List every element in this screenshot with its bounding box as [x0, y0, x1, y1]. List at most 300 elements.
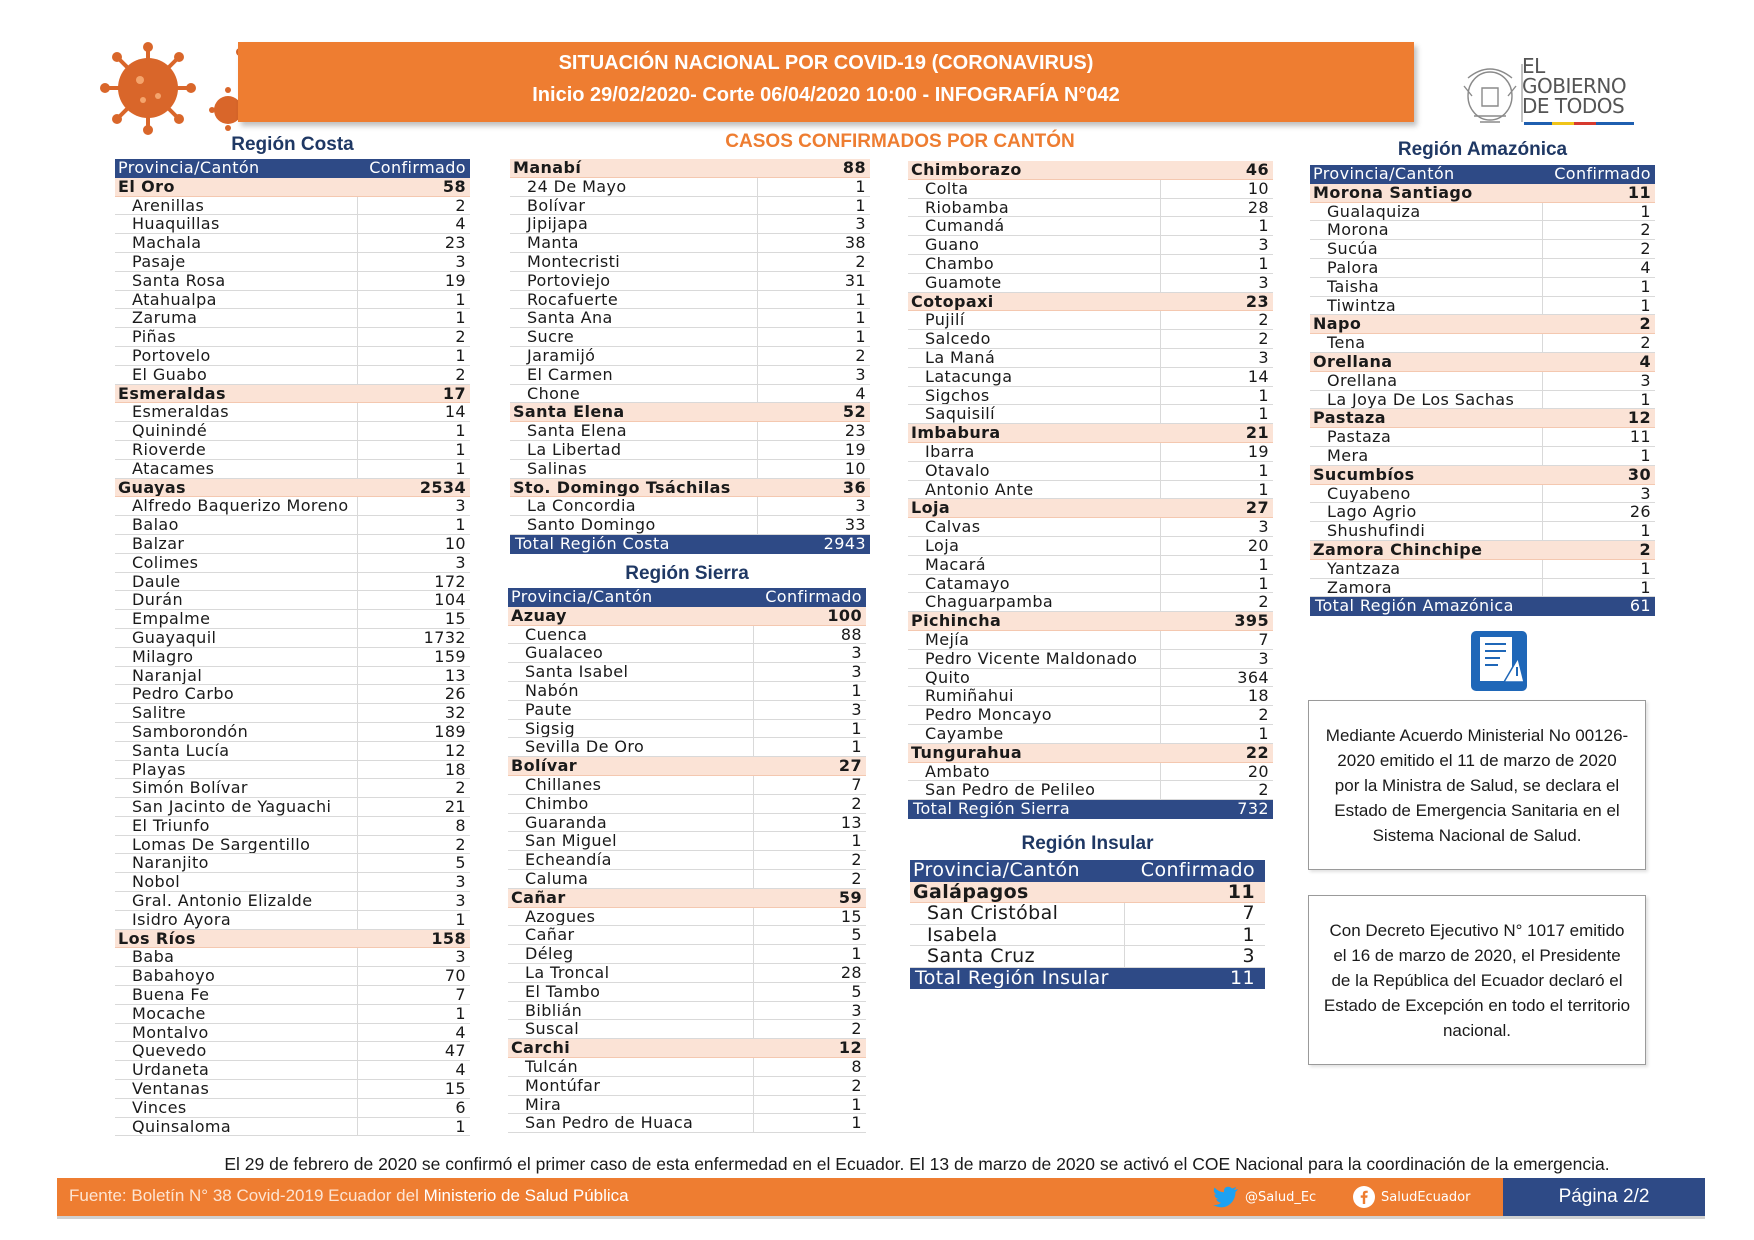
canton-row-name: Guano — [908, 236, 1161, 254]
canton-row-name: La Maná — [908, 349, 1161, 367]
canton-row — [115, 554, 470, 573]
canton-row — [508, 814, 866, 833]
region-total-row-value: 2943 — [823, 533, 866, 553]
canton-row-value: 2 — [851, 793, 862, 813]
province-row-value: 100 — [827, 605, 862, 625]
canton-row-name: El Triunfo — [115, 817, 358, 835]
canton-row-name: Morona — [1310, 221, 1543, 239]
canton-row — [508, 870, 866, 889]
canton-row-name: Nobol — [115, 873, 358, 891]
canton-row-value: 1 — [851, 831, 862, 851]
canton-row — [115, 854, 470, 873]
region-costa-title: Región Costa — [231, 134, 354, 155]
canton-row-name: Samborondón — [115, 723, 358, 741]
canton-row-name: Naranjito — [115, 854, 358, 872]
canton-row — [115, 215, 470, 234]
canton-row — [115, 516, 470, 535]
canton-row-value: 3 — [855, 364, 866, 384]
canton-row-value: 8 — [851, 1056, 862, 1076]
canton-row-value: 7 — [1242, 902, 1255, 924]
canton-row — [115, 309, 470, 328]
province-row-name: Manabí — [513, 159, 582, 177]
province-row-name: Cañar — [511, 888, 566, 907]
canton-row-name: Salitre — [115, 704, 358, 722]
canton-row-name: Shushufindi — [1310, 522, 1543, 540]
province-row — [508, 889, 866, 908]
province-row-name: Zamora Chinchipe — [1313, 540, 1483, 559]
canton-row-name: Sucre — [510, 328, 758, 346]
province-row — [508, 607, 866, 626]
province-row-name: Napo — [1313, 315, 1362, 334]
sierra-table — [508, 588, 866, 1133]
canton-row-name: Buena Fe — [115, 986, 358, 1004]
canton-row-value: 1 — [855, 289, 866, 309]
sierra-table-continued — [908, 161, 1273, 819]
canton-row-name: Guayaquil — [115, 629, 358, 647]
canton-row-name: San Miguel — [508, 832, 754, 850]
canton-row-name: Santa Ana — [510, 309, 758, 327]
canton-row — [115, 986, 470, 1005]
canton-row-name: Riobamba — [908, 199, 1161, 217]
canton-row-value: 3 — [455, 251, 466, 271]
canton-row — [508, 776, 866, 795]
canton-row — [115, 347, 470, 366]
table-header-value: Confirmado — [1140, 859, 1255, 881]
canton-row-name: Vinces — [115, 1099, 358, 1117]
canton-row-value: 88 — [840, 624, 862, 644]
canton-row-value: 1 — [455, 1116, 466, 1136]
canton-row-name: Durán — [115, 591, 358, 609]
canton-row — [508, 738, 866, 757]
canton-row-value: 1 — [1258, 253, 1269, 273]
canton-row-value: 3 — [851, 699, 862, 719]
canton-row-value: 2 — [851, 868, 862, 888]
canton-row-name: Montúfar — [508, 1077, 754, 1095]
canton-row-name: Santa Elena — [510, 422, 758, 440]
ministerial-agreement-note — [1308, 700, 1646, 870]
canton-row-value: 10 — [844, 458, 866, 478]
twitter-link[interactable] — [1213, 1186, 1316, 1208]
canton-row — [510, 197, 870, 216]
canton-row-name: Bolívar — [510, 197, 758, 215]
canton-row-name: Manta — [510, 234, 758, 252]
canton-row-name: Ibarra — [908, 443, 1161, 461]
province-row-name: Esmeraldas — [118, 384, 226, 403]
province-row — [1310, 466, 1655, 485]
province-row-value: 23 — [1245, 291, 1269, 311]
canton-row — [508, 1077, 866, 1096]
canton-row-value: 1 — [455, 909, 466, 929]
canton-row — [115, 873, 470, 892]
province-row — [908, 612, 1273, 631]
province-row — [1310, 315, 1655, 334]
page-number: Página 2/2 — [1503, 1178, 1705, 1216]
canton-row — [908, 311, 1273, 330]
canton-row-name: Gral. Antonio Elizalde — [115, 892, 358, 910]
province-row-value: 58 — [442, 176, 466, 196]
province-row-name: Carchi — [511, 1039, 571, 1057]
canton-row-name: Rocafuerte — [510, 291, 758, 309]
province-row — [910, 882, 1265, 904]
canton-row-value: 4 — [455, 1060, 466, 1080]
canton-row-value: 20 — [1247, 535, 1269, 555]
canton-row-value: 19 — [844, 439, 866, 459]
province-row — [908, 161, 1273, 180]
canton-row-value: 3 — [855, 496, 866, 516]
canton-row — [115, 948, 470, 967]
canton-row — [115, 610, 470, 629]
facebook-handle: SaludEcuador — [1381, 1189, 1471, 1205]
province-row — [510, 403, 870, 422]
province-row-value: 2534 — [419, 477, 466, 497]
canton-row-value: 1 — [851, 737, 862, 757]
canton-row-value: 3 — [1258, 517, 1269, 537]
canton-row-name: Guamote — [908, 274, 1161, 292]
canton-row-name: Mera — [1310, 447, 1543, 465]
canton-row-name: Quinsaloma — [115, 1118, 358, 1136]
canton-row-name: Chambo — [908, 255, 1161, 273]
canton-row-name: El Tambo — [508, 983, 754, 1001]
canton-row-name: Daule — [115, 573, 358, 591]
province-row — [115, 930, 470, 949]
canton-row — [908, 650, 1273, 669]
canton-row-name: Otavalo — [908, 462, 1161, 480]
canton-row-name: Piñas — [115, 328, 358, 346]
canton-row — [508, 908, 866, 927]
province-row-value: 46 — [1245, 160, 1269, 179]
canton-row-name: Montecristi — [510, 253, 758, 271]
province-row-name: Pastaza — [1313, 409, 1386, 428]
canton-row-name: Santa Lucía — [115, 742, 358, 760]
canton-row-value: 23 — [444, 233, 466, 253]
canton-row-name: Loja — [908, 537, 1161, 555]
canton-row-value: 1 — [855, 327, 866, 347]
canton-row — [508, 983, 866, 1002]
canton-row — [115, 1005, 470, 1024]
canton-row-value: 2 — [1640, 220, 1651, 240]
canton-row-value: 5 — [851, 925, 862, 945]
canton-row — [508, 945, 866, 964]
canton-row-name: El Carmen — [510, 366, 758, 384]
canton-row-name: Ventanas — [115, 1080, 358, 1098]
twitter-icon — [1213, 1186, 1239, 1208]
canton-row-name: Cuyabeno — [1310, 485, 1543, 503]
table-header-value: Confirmado — [1554, 164, 1651, 183]
canton-row-name: Caluma — [508, 870, 754, 888]
canton-row-value: 14 — [444, 402, 466, 422]
canton-row-value: 2 — [455, 778, 466, 798]
executive-decree-note — [1308, 895, 1646, 1065]
province-row-value: 12 — [838, 1038, 862, 1058]
canton-row — [508, 964, 866, 983]
table-header-value: Confirmado — [369, 158, 466, 177]
canton-row-value: 20 — [1247, 761, 1269, 781]
canton-row-value: 1 — [1640, 276, 1651, 296]
canton-row-value: 7 — [455, 985, 466, 1005]
canton-row — [508, 682, 866, 701]
region-total-row — [1310, 597, 1655, 616]
canton-row — [510, 253, 870, 272]
canton-row-value: 1 — [1258, 404, 1269, 424]
province-row-name: Cotopaxi — [911, 292, 994, 311]
source-prefix: Fuente: Boletín N° 38 Covid-2019 Ecuador del — [69, 1186, 424, 1205]
canton-row-value: 3 — [455, 891, 466, 911]
canton-row — [510, 291, 870, 310]
canton-row-name: Santa Rosa — [115, 272, 358, 290]
canton-row-name: Gualaceo — [508, 644, 754, 662]
province-row — [1310, 541, 1655, 560]
province-row-name: Morona Santiago — [1313, 183, 1473, 202]
page-subtitle: Inicio 29/02/2020- Corte 06/04/2020 10:00 - INFOGRAFÍA N°042 — [532, 84, 1120, 106]
canton-row-value: 13 — [840, 812, 862, 832]
province-row — [115, 178, 470, 197]
canton-row-value: 70 — [444, 966, 466, 986]
canton-row-name: Tiwintza — [1310, 297, 1543, 315]
province-row — [1310, 184, 1655, 203]
canton-row — [908, 217, 1273, 236]
region-total-row-value: 732 — [1237, 799, 1269, 819]
canton-row-name: Baba — [115, 948, 358, 966]
canton-row — [1310, 240, 1655, 259]
canton-row-value: 4 — [455, 214, 466, 234]
table-header — [910, 860, 1265, 882]
canton-row — [908, 631, 1273, 650]
facebook-link[interactable] — [1353, 1186, 1470, 1208]
canton-row-name: Colimes — [115, 554, 358, 572]
canton-row — [1310, 485, 1655, 504]
canton-row-value: 3 — [851, 643, 862, 663]
canton-row — [908, 537, 1273, 556]
canton-row-name: 24 De Mayo — [510, 178, 758, 196]
canton-row-value: 1 — [851, 1094, 862, 1114]
costa-table-continued — [510, 159, 870, 554]
table-header-name: Provincia/Cantón — [118, 159, 260, 177]
canton-row-name: Taisha — [1310, 278, 1543, 296]
canton-row — [510, 460, 870, 479]
canton-row-name: Chone — [510, 385, 758, 403]
canton-row-value: 3 — [1258, 272, 1269, 292]
table-header-name: Provincia/Cantón — [1313, 165, 1455, 183]
canton-row — [908, 669, 1273, 688]
canton-row — [510, 422, 870, 441]
canton-row-value: 2 — [1258, 780, 1269, 800]
canton-row-value: 2 — [1258, 592, 1269, 612]
province-row-value: 4 — [1639, 351, 1651, 371]
canton-row-name: Catamayo — [908, 575, 1161, 593]
canton-row — [508, 832, 866, 851]
canton-row-name: San Cristóbal — [910, 903, 1125, 924]
canton-row — [908, 687, 1273, 706]
canton-row-name: La Concordia — [510, 497, 758, 515]
canton-row — [115, 366, 470, 385]
gobierno-logo-text — [1522, 56, 1626, 116]
canton-row-value: 11 — [1629, 427, 1651, 447]
canton-row-value: 3 — [455, 872, 466, 892]
canton-row-name: Latacunga — [908, 368, 1161, 386]
canton-row — [115, 1099, 470, 1118]
canton-row-value: 4 — [455, 1022, 466, 1042]
canton-row-name: Babahoyo — [115, 967, 358, 985]
canton-row-name: San Jacinto de Yaguachi — [115, 798, 358, 816]
canton-row-name: Lago Agrio — [1310, 503, 1543, 521]
province-row-value: 2 — [1639, 314, 1651, 334]
canton-row — [115, 892, 470, 911]
canton-row-name: Antonio Ante — [908, 481, 1161, 499]
canton-row — [908, 236, 1273, 255]
province-row-name: Galápagos — [913, 881, 1029, 902]
canton-row — [508, 720, 866, 739]
canton-row-name: Sigchos — [908, 387, 1161, 405]
executive-decree-text: Con Decreto Ejecutivo N° 1017 emitido el 16 de marzo de 2020, el Presidente de la República del Ecuador declaró el Estado de Excepción en todo el territorio nacional. — [1323, 920, 1631, 1040]
canton-row-name: Calvas — [908, 518, 1161, 536]
canton-row-name: Sucúa — [1310, 240, 1543, 258]
canton-row-value: 3 — [1242, 945, 1255, 967]
canton-row-value: 1732 — [423, 627, 466, 647]
canton-row — [1310, 522, 1655, 541]
canton-row-name: Chaguarpamba — [908, 593, 1161, 611]
canton-row-name: Urdaneta — [115, 1061, 358, 1079]
footer-shadow — [57, 1216, 1705, 1219]
canton-row-value: 2 — [1258, 705, 1269, 725]
canton-row-value: 1 — [455, 458, 466, 478]
canton-row-name: El Guabo — [115, 366, 358, 384]
canton-row — [508, 1020, 866, 1039]
canton-row-value: 15 — [444, 1079, 466, 1099]
canton-row-value: 1 — [855, 308, 866, 328]
canton-row — [115, 591, 470, 610]
canton-row-name: Salcedo — [908, 330, 1161, 348]
province-row — [510, 479, 870, 498]
canton-row — [115, 328, 470, 347]
source-organization: Ministerio de Salud Pública — [423, 1186, 629, 1205]
province-row — [908, 293, 1273, 312]
canton-row — [908, 518, 1273, 537]
canton-row — [115, 535, 470, 554]
canton-row-value: 2 — [1640, 333, 1651, 353]
canton-row — [510, 328, 870, 347]
canton-row — [908, 274, 1273, 293]
region-total-row — [910, 968, 1265, 990]
canton-row-value: 19 — [1247, 441, 1269, 461]
canton-row-value: 28 — [1247, 197, 1269, 217]
canton-row — [115, 460, 470, 479]
canton-row-name: Ambato — [908, 763, 1161, 781]
canton-row-value: 1 — [1640, 389, 1651, 409]
canton-row — [115, 704, 470, 723]
canton-row — [115, 441, 470, 460]
canton-row-value: 7 — [1258, 629, 1269, 649]
canton-row-name: Mocache — [115, 1005, 358, 1023]
canton-row — [908, 405, 1273, 424]
canton-row-name: Sigsig — [508, 720, 754, 738]
canton-row — [908, 556, 1273, 575]
canton-row-name: Quevedo — [115, 1042, 358, 1060]
canton-row-value: 1 — [1242, 923, 1255, 946]
canton-row-name: Milagro — [115, 648, 358, 666]
canton-row-name: Paute — [508, 701, 754, 719]
canton-row — [508, 626, 866, 645]
canton-row — [115, 967, 470, 986]
canton-row-value: 31 — [844, 270, 866, 290]
canton-row-name: La Joya De Los Sachas — [1310, 391, 1543, 409]
canton-row — [908, 462, 1273, 481]
canton-row-name: Pasaje — [115, 253, 358, 271]
canton-row-value: 1 — [1258, 216, 1269, 236]
canton-row-name: Mejía — [908, 631, 1161, 649]
region-insular-title: Región Insular — [1021, 833, 1154, 854]
canton-row — [1310, 391, 1655, 410]
canton-row-value: 2 — [1258, 310, 1269, 330]
canton-row-value: 2 — [851, 1075, 862, 1095]
canton-row-name: Saquisilí — [908, 405, 1161, 423]
canton-row-value: 2 — [1640, 239, 1651, 259]
canton-row — [1310, 221, 1655, 240]
canton-row-value: 1 — [851, 718, 862, 738]
canton-row-value: 38 — [844, 233, 866, 253]
canton-row — [910, 925, 1265, 947]
canton-row-value: 172 — [434, 571, 466, 591]
canton-row — [1310, 579, 1655, 598]
canton-row-name: Palora — [1310, 259, 1543, 277]
canton-row-value: 5 — [455, 853, 466, 873]
canton-row — [510, 516, 870, 535]
canton-row-name: Balzar — [115, 535, 358, 553]
decree-document-icon — [1470, 630, 1528, 692]
canton-row-value: 1 — [1258, 385, 1269, 405]
facebook-icon — [1353, 1186, 1375, 1208]
canton-row-name: Simón Bolívar — [115, 779, 358, 797]
canton-row-value: 15 — [444, 609, 466, 629]
canton-row — [1310, 428, 1655, 447]
canton-row-value: 2 — [855, 345, 866, 365]
canton-row — [115, 1080, 470, 1099]
first-case-footnote: El 29 de febrero de 2020 se confirmó el primer caso de esta enfermedad en el Ecuador. El 13 de marzo de 2020 se activó el COE Nacional para la coordinación de la emergencia. — [224, 1154, 1610, 1174]
region-total-row — [510, 535, 870, 554]
canton-row — [908, 481, 1273, 500]
canton-row-value: 2 — [855, 251, 866, 271]
canton-row — [508, 1002, 866, 1021]
canton-row-value: 1 — [1258, 723, 1269, 743]
canton-row-name: Santa Cruz — [910, 946, 1125, 967]
canton-row — [510, 366, 870, 385]
canton-row-value: 3 — [1640, 483, 1651, 503]
table-header-name: Provincia/Cantón — [913, 860, 1080, 881]
canton-row-name: Montalvo — [115, 1024, 358, 1042]
canton-row-value: 28 — [840, 962, 862, 982]
canton-row-name: Pedro Vicente Maldonado — [908, 650, 1161, 668]
canton-row-value: 1 — [455, 421, 466, 441]
canton-row-value: 1 — [851, 944, 862, 964]
canton-row-name: Chillanes — [508, 776, 754, 794]
province-row-name: Loja — [911, 499, 951, 518]
province-row-name: El Oro — [118, 177, 175, 196]
province-row-name: Guayas — [118, 478, 186, 497]
province-row-value: 21 — [1245, 423, 1269, 443]
canton-row-value: 1 — [1640, 558, 1651, 578]
province-row — [1310, 409, 1655, 428]
canton-row-name: Isabela — [910, 925, 1125, 946]
canton-row — [115, 1024, 470, 1043]
province-row-name: Los Ríos — [118, 929, 196, 948]
canton-row-value: 3 — [1258, 235, 1269, 255]
canton-row-name: La Troncal — [508, 964, 754, 982]
canton-row-value: 13 — [444, 665, 466, 685]
canton-row-value: 1 — [855, 195, 866, 215]
canton-row — [510, 309, 870, 328]
region-amazonica-title: Región Amazónica — [1397, 139, 1568, 160]
canton-row-name: Sevilla De Oro — [508, 738, 754, 756]
province-row-value: 395 — [1234, 611, 1269, 631]
